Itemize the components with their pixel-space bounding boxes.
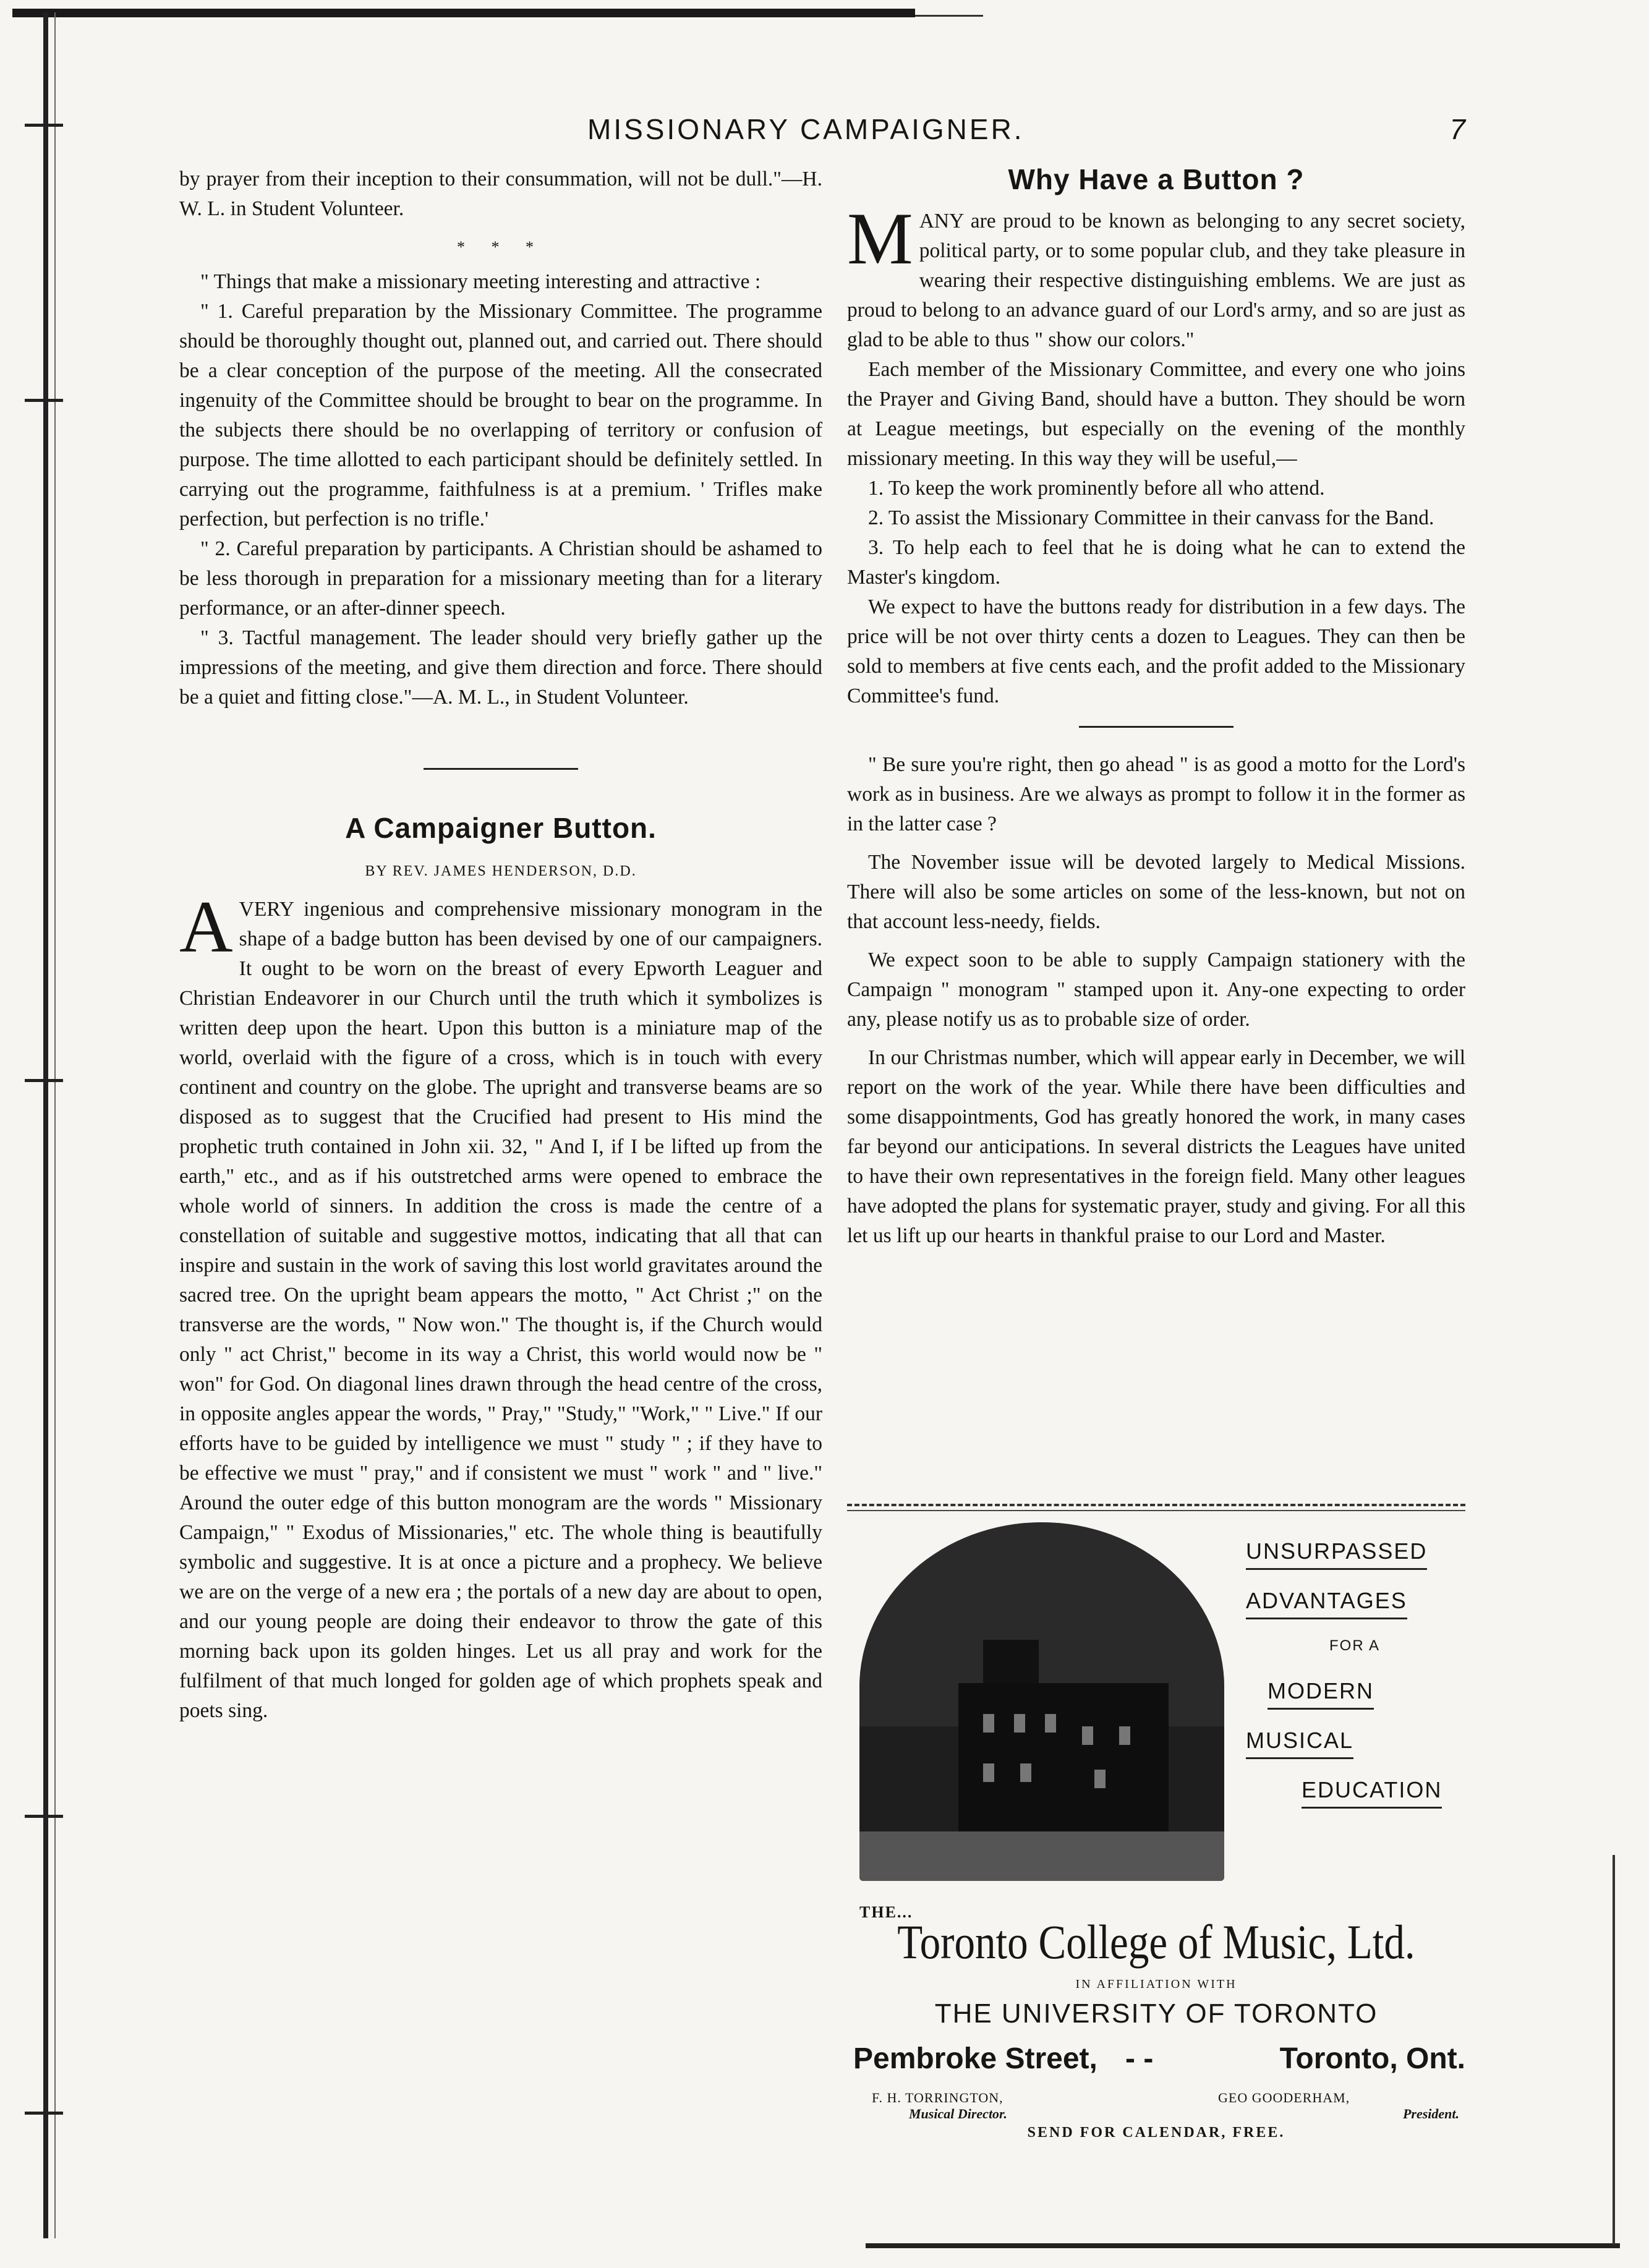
page-header [179, 113, 1465, 150]
article-text: VERY ingenious and comprehensive missionary monogram in the shape of a badge button has been devised by one of our campaigners. It ought to be worn on the breast of every Epworth Leaguer and Christian Endeavorer in our Church until the truth which it symbolizes is written deep upon the heart. Upon this button is a miniature map of the world, overlaid with the figure of a cross, which is in touch with every continent and country on the globe. The upright and transverse beams are so disposed as to suggest that the Crucified had present to His mind the prophetic truth contained in John xii. 32, " And I, if I be lifted up from the earth," etc., and as if his outstretched arms were opened to embrace the whole world of sinners. In addition the cross is made the centre of a constellation of suitable and suggestive mottos, indicating that all that can inspire and sustain in the work of saving this lost world gravitates around the sacred tree. On the upright beam appears the motto, " Act Christ ;" on the transverse are the words, " Now won." The thought is, if the Church would only " act Christ," become in its way a Christ, this world would now be " won" for God. On diagonal lines drawn through the head centre of the cross, in opposite angles appear the words, " Pray," "Study," "Work," " Live." If our efforts have to be guided by intelligence we must " study " ; if they have to be effective we must " pray," and if consistent we must " work " and " live." Around the outer edge of this button monogram are the words " Missionary Campaign," " Exodus of Missionaries," etc. The whole thing is beautifully symbolic and suggestive. It is at once a picture and a prophecy. We believe we are on the verge of a new era ; the portals of a new day are about to open, and our young people are doing their endeavor to throw the gate of this morning back upon its golden hinges. Let us all pray and work for the fulfilment of that much longed for golden age of which prophets speak and poets sing. [179, 898, 822, 1722]
paragraph: " 1. Careful preparation by the Missionary Committee. The programme should be thoroughly thought out, planned out, and carried out. There should be a clear conception of the purpose of the meeting. All the consecrated ingenuity of the Committee should be brought to bear on the programme. In the subjects there should be no overlapping of territory or confusion of purpose. The time allotted to each participant should be definitely settled. In carrying out the programme, faithfulness is at a premium. ' Trifles make perfection, but perfection is no trifle.' [179, 300, 822, 531]
street: Pembroke Street, [853, 2042, 1097, 2075]
ad-call-to-action: SEND FOR CALENDAR, FREE. [1027, 2125, 1285, 2141]
scan-edge-left-thin [54, 12, 56, 2238]
divider [1079, 726, 1234, 728]
section-separator: * * * [457, 238, 545, 256]
scan-edge-left [43, 12, 48, 2238]
advertisement [847, 1504, 1465, 2141]
binding-mark [25, 1079, 63, 1082]
list-item: 2. To assist the Missionary Committee in their canvass for the Band. [868, 506, 1434, 529]
ad-slogan: UNSURPASSED [1246, 1538, 1427, 1570]
note: " Be sure you're right, then go ahead " is as good a motto for the Lord's work as in business. Are we always as prompt to follow it in the former as in the latter case ? [847, 753, 1465, 835]
ad-slogan: ADVANTAGES [1246, 1588, 1407, 1619]
paragraph: Each member of the Missionary Committee, and every one who joins the Prayer and Giving Band, should have a button. They should be worn at League meetings, but especially on the evening of the monthly missionary meeting. In this way they will be useful,— [847, 358, 1465, 470]
article-title: A Campaigner Button. [345, 812, 657, 844]
college-name: Toronto College of Music, Ltd. [897, 1915, 1415, 1969]
scan-edge-bottom [866, 2243, 1620, 2248]
list-item: 1. To keep the work prominently before all who attend. [868, 477, 1325, 500]
college-building-image [859, 1522, 1224, 1881]
address-dashes: - - [1125, 2042, 1154, 2075]
paragraph: " 2. Careful preparation by participants. A Christian should be ashamed to be less thorough in preparation for a missionary meeting than for a literary performance, or an after-dinner speech. [179, 537, 822, 620]
affiliation-label: IN AFFILIATION WITH [1075, 1977, 1237, 1991]
ad-slogan: EDUCATION [1302, 1777, 1442, 1809]
paragraph: We expect to have the buttons ready for distribution in a few days. The price will be not over thirty cents a dozen to Leagues. They can then be sold to members at five cents each, and the profit added to the Missionary Committee's fund. [847, 595, 1465, 707]
divider [424, 768, 578, 770]
city: Toronto, Ont. [1279, 2042, 1465, 2075]
ad-officers [872, 2090, 1459, 2106]
ad-slogan: FOR A [1329, 1637, 1381, 1654]
byline: BY REV. JAMES HENDERSON, D.D. [365, 863, 637, 879]
address [853, 2042, 1465, 2076]
drop-cap: M [847, 197, 913, 279]
article-body [179, 885, 822, 1726]
paragraph: by prayer from their inception to their consummation, will not be dull."—H. W. L. in Student Volunteer. [179, 168, 822, 220]
officer-name: F. H. TORRINGTON, [872, 2090, 1003, 2105]
ad-the: THE... [859, 1903, 913, 1921]
left-column [179, 164, 822, 1726]
note: The November issue will be devoted largely to Medical Missions. There will also be some articles on some of the less-known, but not on that account less-needy, fields. [847, 851, 1465, 933]
ad-top-rule [847, 1504, 1465, 1506]
binding-mark [25, 1815, 63, 1818]
officer-role: President. [1402, 2106, 1459, 2121]
page-number: 7 [1449, 113, 1465, 145]
paragraph: " 3. Tactful management. The leader should very briefly gather up the impressions of the meeting, and give them direction and force. There should be a quiet and fitting close."—A. M. L., in Student Volunteer. [179, 626, 822, 709]
paragraph-text: ANY are proud to be known as belonging to any secret society, political party, or to some popular club, and they take pleasure in wearing their respective distinguishing emblems. We are just as proud to belong to an advance guard of our Lord's army, and so are just as glad to be able to thus " show our colors." [847, 210, 1465, 351]
binding-mark [25, 124, 63, 127]
binding-mark [25, 2112, 63, 2115]
binding-mark [25, 399, 63, 402]
ad-top-rule [847, 1510, 1465, 1511]
note: In our Christmas number, which will appear early in December, we will report on the work of the year. While there have been difficulties and some disappointments, God has greatly honored the work, in many cases far beyond our anticipations. In several districts the Leagues have united to have their own representatives in the foreign field. Many other leagues have adopted the plans for systematic prayer, study and giving. For all this let us lift up our hearts in thankful praise to our Lord and Master. [847, 1046, 1465, 1247]
note: We expect soon to be able to supply Campaign stationery with the Campaign " monogram " stamped upon it. Any-one expecting to order any, please notify us as to probable size of order. [847, 949, 1465, 1031]
drop-cap: A [179, 885, 233, 968]
right-column [847, 164, 1465, 1251]
ad-slogan: MODERN [1268, 1678, 1374, 1710]
scan-edge-top-thin [915, 15, 983, 17]
running-head: MISSIONARY CAMPAIGNER. [587, 113, 1025, 145]
officer-name: GEO GOODERHAM, [1218, 2090, 1350, 2105]
article-title: Why Have a Button ? [1008, 163, 1305, 195]
scan-edge-right [1613, 1855, 1615, 2245]
paragraph: " Things that make a missionary meeting interesting and attractive : [200, 270, 761, 293]
paragraph [847, 197, 1465, 355]
list-item: 3. To help each to feel that he is doing what he can to extend the Master's kingdom. [847, 536, 1465, 589]
officer-role: Musical Director. [909, 2106, 1007, 2121]
university-name: THE UNIVERSITY OF TORONTO [934, 1998, 1378, 2029]
scan-edge-top [12, 9, 915, 17]
ad-officer-roles [909, 2106, 1459, 2122]
ad-slogan: MUSICAL [1246, 1728, 1353, 1759]
